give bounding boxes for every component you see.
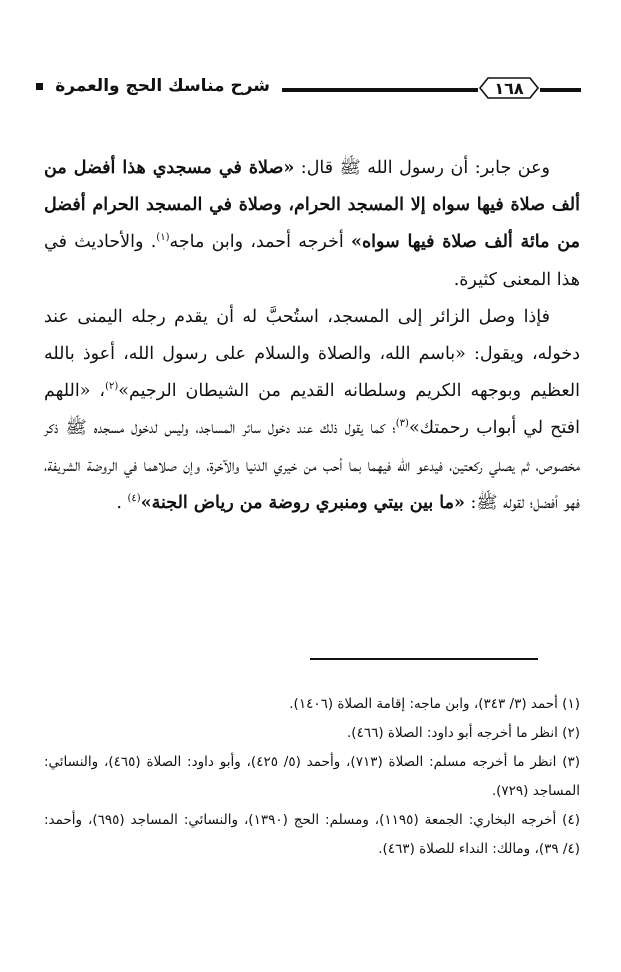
text-run: . والأحاديث في هذا المعنى كثيرة. [44,232,580,290]
footnote-2: (٢) انظر ما أخرجه أبو داود: الصلاة (٤٦٦). [347,725,580,741]
footnote-ref[interactable]: (٤) [127,493,141,504]
text-run: ؛ كما يقول ذلك عند دخول سائر المساجد، وليس لدخول مسجده ﷺ ذكر مخصوص، ثم يصلي ركعتين، فيدعو الله فيهما بما أحب من خيري الدنيا والآخرة، وإن صلاهما في الروضة الشريفة، فهو أفضل؛ لقوله ﷺ: [44,418,580,513]
header-rule-left [282,88,478,92]
main-text [44,150,580,522]
footnote-3: (٣) انظر ما أخرجه مسلم: الصلاة (٧١٣)، وأحمد (٥/ ٤٢٥)، وأبو داود: الصلاة (٤٦٥)، والنسائي: المساجد (٧٢٩). [44,754,581,799]
footnote-ref[interactable]: (٣) [395,418,409,430]
footnote-ref[interactable]: (٢) [105,381,119,393]
text-run: . [116,492,128,513]
text-run: أخرجه أحمد، وابن ماجه [169,232,351,253]
square-bullet-icon [36,83,43,90]
footnote-ref[interactable]: (١) [156,232,170,244]
paragraph-2 [44,299,580,522]
running-title [40,76,270,96]
text-run: ، «اللهم افتح لي أبواب رحمتك» [44,381,580,439]
paragraph-1 [44,150,580,299]
text-run: وعن جابر: أن رسول الله ﷺ قال: [294,158,550,178]
running-title-text: شرح مناسك الحج والعمرة [55,76,270,96]
hadith-quote: «صلاة في مسجدي هذا أفضل من ألف صلاة فيها سواه إلا المسجد الحرام، وصلاة في المسجد الحرام أفضل من مائة ألف صلاة فيها سواه» [44,158,580,253]
hadith-quote: «ما بين بيتي ومنبري روضة من رياض الجنة» [140,492,465,513]
footnotes [44,690,580,864]
page-number: ١٦٨ [494,79,524,98]
page-header [40,68,581,108]
footnote-1: (١) أحمد (٣/ ٣٤٣)، وابن ماجه: إقامة الصلاة (١٤٠٦). [289,696,580,712]
footnote-4: (٤) أخرجه البخاري: الجمعة (١١٩٥)، ومسلم: الحج (١٣٩٠)، والنسائي: المساجد (٦٩٥)، وأحمد: (٤/ ٣٩)، ومالك: النداء للصلاة (٤٦٣). [44,812,580,857]
header-rule-right [540,88,581,92]
text-run: فإذا وصل الزائر إلى المسجد، استُحبَّ له أن يقدم رجله اليمنى عند دخوله، ويقول: «باسم الله، والصلاة والسلام على رسول الله، أعوذ بالله العظيم وبوجهه الكريم وسلطانه القديم من الشيطان الرجيم» [44,306,580,402]
footnote-separator [310,658,538,660]
page-number-badge [478,74,540,102]
